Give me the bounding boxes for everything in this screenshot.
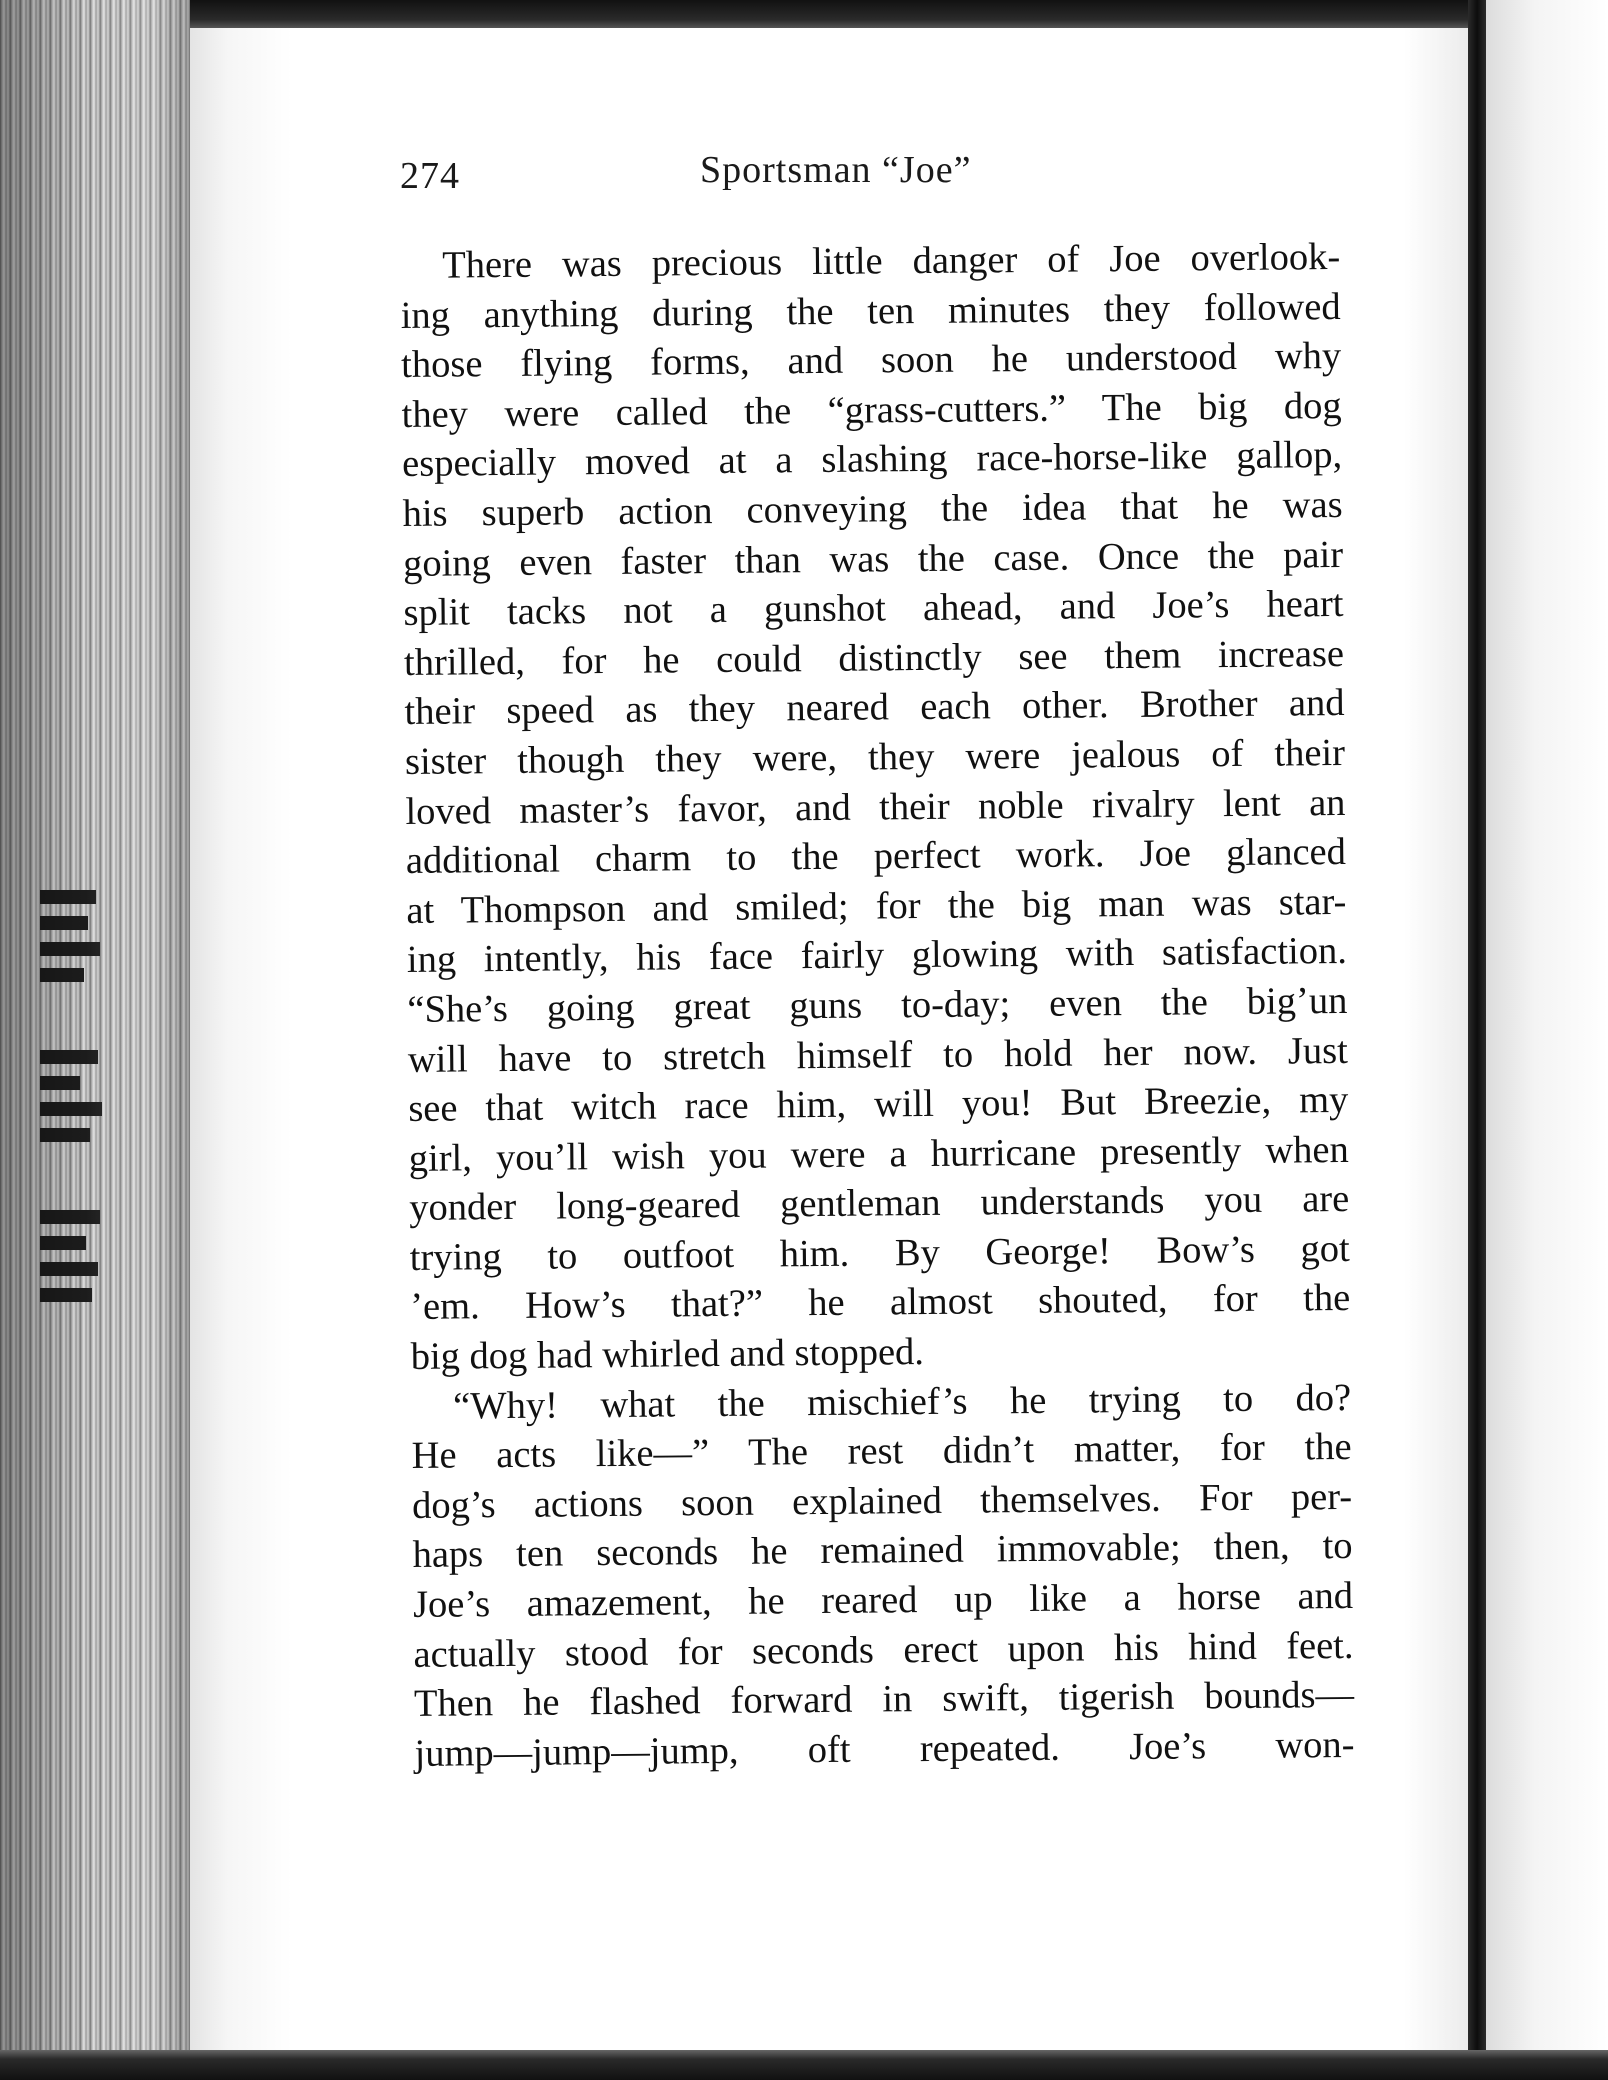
running-title: Sportsman “Joe”: [700, 149, 972, 191]
text-line: they were called the “grass-cutters.” The big dog: [401, 384, 1342, 436]
text-line: big dog had whirled and stopped.: [410, 1331, 925, 1379]
text-line: see that witch race him, will you! But Breezie, my: [408, 1079, 1349, 1131]
text-line: girl, you’ll wish you were a hurricane presently when: [408, 1128, 1349, 1180]
text-line: those flying forms, and soon he understood why: [400, 335, 1342, 387]
bottom-scan-border: [0, 2050, 1608, 2080]
top-scan-border: [0, 0, 1608, 28]
spine-mark: [40, 1076, 80, 1090]
text-line: especially moved at a slashing race-horse-like gallop,: [401, 434, 1343, 486]
spine-mark: [40, 1262, 98, 1276]
text-line: trying to outfoot him. By George! Bow’s got: [409, 1227, 1350, 1279]
text-line: yonder long-geared gentleman understands you are: [409, 1178, 1350, 1230]
text-line: going even faster than was the case. Once the pair: [402, 533, 1344, 585]
text-line: additional charm to the perfect work. Joe glanced: [405, 831, 1347, 883]
text-line: their speed as they neared each other. Brother and: [404, 682, 1345, 734]
text-line: sister though they were, they were jealous of their: [404, 731, 1346, 783]
text-line: will have to stretch himself to hold her now. Just: [407, 1029, 1349, 1081]
text-line: his superb action conveying the idea that he was: [402, 483, 1343, 535]
spine-mark: [40, 1210, 100, 1224]
spine-mark: [40, 916, 88, 930]
running-head: [400, 148, 1340, 208]
spine-mark: [40, 1050, 98, 1064]
page-number: 274: [400, 155, 460, 197]
spine-mark: [40, 890, 96, 904]
spine-mark: [40, 1102, 102, 1116]
facing-page-edge: [1486, 0, 1608, 2080]
text-line: thrilled, for he could distinctly see them increase: [403, 632, 1345, 684]
text-line: Then he flashed forward in swift, tigerish bounds—: [413, 1674, 1355, 1726]
book-gutter: [1468, 0, 1486, 2080]
text-line: haps ten seconds he remained immovable; then, to: [412, 1525, 1353, 1577]
text-line: ’em. How’s that?” he almost shouted, for the: [410, 1277, 1351, 1329]
spine-mark: [40, 1288, 92, 1302]
spine-mark: [40, 1236, 86, 1250]
text-line: split tacks not a gunshot ahead, and Joe’s heart: [403, 583, 1344, 635]
text-line: “She’s going great guns to-day; even the big’un: [407, 979, 1348, 1031]
spine-mark: [40, 1128, 90, 1142]
text-line: There was precious little danger of Joe overlook-: [442, 235, 1341, 287]
text-line: jump—jump—jump, oft repeated. Joe’s won-: [414, 1723, 1355, 1775]
spine-marks: [40, 890, 120, 1360]
text-line: dog’s actions soon explained themselves. For per-: [411, 1475, 1353, 1527]
text-line: ing anything during the ten minutes they followed: [400, 285, 1341, 337]
text-line: actually stood for seconds erect upon his hind feet.: [413, 1624, 1354, 1676]
spine-mark: [40, 968, 84, 982]
text-line: loved master’s favor, and their noble rivalry lent an: [405, 781, 1346, 833]
text-line: ing intently, his face fairly glowing with satisfaction.: [406, 930, 1348, 982]
body-text: [400, 233, 1355, 1779]
spine-mark: [40, 942, 100, 956]
text-line: “Why! what the mischief’s he trying to do?: [452, 1376, 1352, 1428]
text-line: He acts like—” The rest didn’t matter, for the: [411, 1426, 1352, 1478]
text-line: Joe’s amazement, he reared up like a horse and: [412, 1574, 1354, 1626]
page-edges: [0, 0, 190, 2080]
text-line: at Thompson and smiled; for the big man was star-: [406, 880, 1347, 932]
